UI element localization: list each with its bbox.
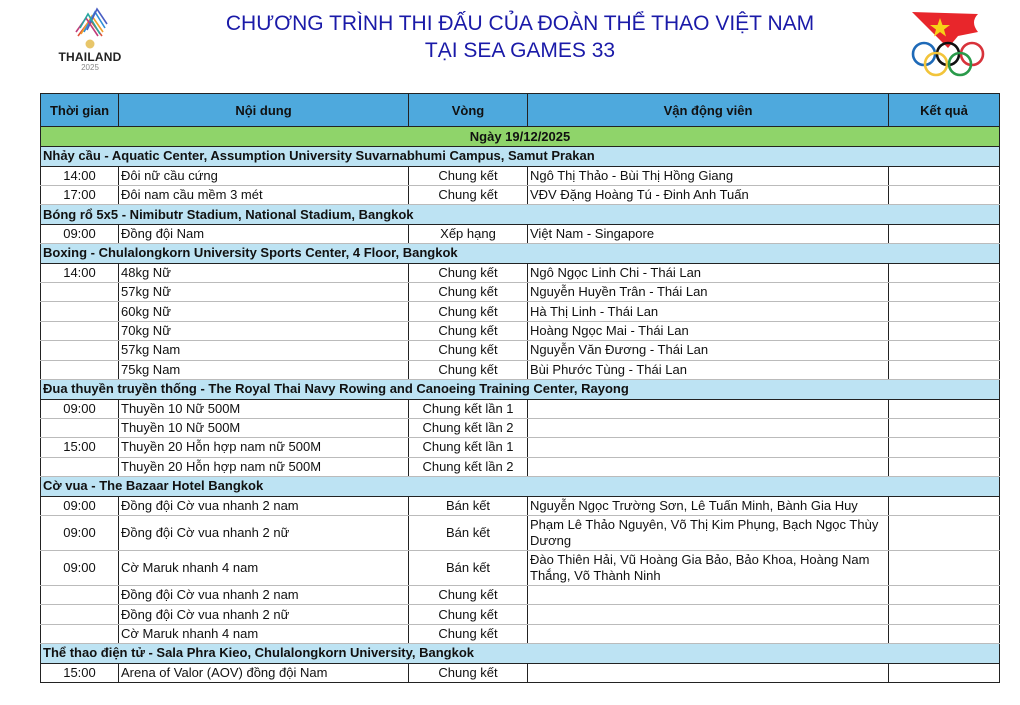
cell-event: Đôi nữ cầu cứng <box>119 166 409 185</box>
cell-round: Chung kết <box>409 341 528 360</box>
cell-round: Bán kết <box>409 515 528 550</box>
cell-result <box>889 496 1000 515</box>
column-header-result: Kết quả <box>889 94 1000 127</box>
cell-athletes <box>528 418 889 437</box>
cell-athletes: Nguyễn Ngọc Trường Sơn, Lê Tuấn Minh, Bành Gia Huy <box>528 496 889 515</box>
cell-result <box>889 360 1000 379</box>
table-row <box>41 302 1000 321</box>
cell-athletes <box>528 457 889 476</box>
cell-athletes <box>528 605 889 624</box>
table-row <box>41 341 1000 360</box>
cell-event: Đôi nam cầu mềm 3 mét <box>119 185 409 204</box>
title-line-2: TẠI SEA GAMES 33 <box>424 39 616 62</box>
cell-result <box>889 438 1000 457</box>
cell-time: 15:00 <box>41 663 119 682</box>
cell-round: Chung kết <box>409 302 528 321</box>
table-row <box>41 624 1000 643</box>
table-row <box>41 321 1000 340</box>
cell-round: Chung kết <box>409 283 528 302</box>
cell-result <box>889 663 1000 682</box>
venue-label: Bóng rổ 5x5 - Nimibutr Stadium, National Stadium, Bangkok <box>41 205 1000 225</box>
title-line-1: CHƯƠNG TRÌNH THI ĐẤU CỦA ĐOÀN THỂ THAO VIỆT NAM <box>225 12 815 35</box>
page-title <box>190 10 850 64</box>
cell-time: 09:00 <box>41 224 119 243</box>
table-row <box>41 515 1000 550</box>
cell-round: Chung kết lần 2 <box>409 457 528 476</box>
cell-event: Thuyền 20 Hỗn hợp nam nữ 500M <box>119 457 409 476</box>
cell-time <box>41 624 119 643</box>
cell-athletes: Ngô Thị Thảo - Bùi Thị Hồng Giang <box>528 166 889 185</box>
cell-time <box>41 321 119 340</box>
cell-time <box>41 605 119 624</box>
cell-athletes: Ngô Ngọc Linh Chi - Thái Lan <box>528 263 889 282</box>
venue-row <box>41 205 1000 225</box>
logo-year-text: 2025 <box>81 63 99 72</box>
venue-row <box>41 477 1000 497</box>
cell-event: 70kg Nữ <box>119 321 409 340</box>
column-header-round: Vòng <box>409 94 528 127</box>
table-row <box>41 224 1000 243</box>
cell-round: Chung kết <box>409 585 528 604</box>
table-row <box>41 166 1000 185</box>
page-header <box>0 0 1020 90</box>
cell-result <box>889 321 1000 340</box>
cell-athletes <box>528 585 889 604</box>
cell-event: 48kg Nữ <box>119 263 409 282</box>
table-row <box>41 283 1000 302</box>
table-row <box>41 438 1000 457</box>
cell-event: Thuyền 20 Hỗn hợp nam nữ 500M <box>119 438 409 457</box>
cell-event: 57kg Nữ <box>119 283 409 302</box>
cell-event: Đồng đội Cờ vua nhanh 2 nam <box>119 496 409 515</box>
cell-athletes: Đào Thiên Hải, Vũ Hoàng Gia Bảo, Bảo Khoa, Hoàng Nam Thắng, Võ Thành Ninh <box>528 550 889 585</box>
cell-athletes: Hoàng Ngọc Mai - Thái Lan <box>528 321 889 340</box>
flag-olympic-rings-icon <box>908 6 988 78</box>
cell-result <box>889 585 1000 604</box>
cell-time: 14:00 <box>41 263 119 282</box>
cell-event: Cờ Maruk nhanh 4 nam <box>119 550 409 585</box>
cell-event: Cờ Maruk nhanh 4 nam <box>119 624 409 643</box>
cell-result <box>889 399 1000 418</box>
cell-round: Chung kết <box>409 166 528 185</box>
cell-time <box>41 418 119 437</box>
cell-time <box>41 283 119 302</box>
cell-round: Chung kết <box>409 360 528 379</box>
cell-event: 75kg Nam <box>119 360 409 379</box>
table-row <box>41 605 1000 624</box>
cell-result <box>889 283 1000 302</box>
date-row <box>41 127 1000 147</box>
cell-time <box>41 341 119 360</box>
cell-event: 57kg Nam <box>119 341 409 360</box>
cell-result <box>889 302 1000 321</box>
cell-time <box>41 360 119 379</box>
cell-athletes: Phạm Lê Thảo Nguyên, Võ Thị Kim Phụng, Bạch Ngọc Thùy Dương <box>528 515 889 550</box>
cell-time <box>41 585 119 604</box>
cell-event: Thuyền 10 Nữ 500M <box>119 399 409 418</box>
cell-result <box>889 166 1000 185</box>
venue-row <box>41 244 1000 264</box>
cell-event: 60kg Nữ <box>119 302 409 321</box>
cell-result <box>889 185 1000 204</box>
cell-athletes <box>528 399 889 418</box>
schedule-table-container <box>40 93 999 683</box>
cell-result <box>889 418 1000 437</box>
cell-athletes <box>528 663 889 682</box>
thailand-2025-emblem-icon <box>70 6 110 50</box>
table-header-row <box>41 94 1000 127</box>
cell-event: Đồng đội Cờ vua nhanh 2 nữ <box>119 515 409 550</box>
table-row <box>41 585 1000 604</box>
cell-time: 15:00 <box>41 438 119 457</box>
venue-label: Cờ vua - The Bazaar Hotel Bangkok <box>41 477 1000 497</box>
cell-result <box>889 457 1000 476</box>
cell-athletes: Nguyễn Văn Đương - Thái Lan <box>528 341 889 360</box>
cell-event: Arena of Valor (AOV) đồng đội Nam <box>119 663 409 682</box>
table-row <box>41 550 1000 585</box>
cell-round: Bán kết <box>409 550 528 585</box>
date-label: Ngày 19/12/2025 <box>41 127 1000 147</box>
table-row <box>41 185 1000 204</box>
cell-result <box>889 515 1000 550</box>
table-row <box>41 399 1000 418</box>
table-row <box>41 496 1000 515</box>
cell-round: Chung kết <box>409 605 528 624</box>
cell-time: 09:00 <box>41 550 119 585</box>
cell-time: 09:00 <box>41 515 119 550</box>
cell-athletes <box>528 438 889 457</box>
schedule-table <box>40 93 1000 683</box>
table-row <box>41 663 1000 682</box>
sea-games-thailand-logo <box>50 6 130 76</box>
cell-round: Chung kết lần 2 <box>409 418 528 437</box>
cell-round: Chung kết <box>409 321 528 340</box>
vietnam-olympic-committee-logo <box>908 6 988 78</box>
cell-event: Thuyền 10 Nữ 500M <box>119 418 409 437</box>
table-row <box>41 457 1000 476</box>
cell-athletes <box>528 624 889 643</box>
cell-event: Đồng đội Cờ vua nhanh 2 nam <box>119 585 409 604</box>
cell-time <box>41 302 119 321</box>
cell-time <box>41 457 119 476</box>
venue-label: Boxing - Chulalongkorn University Sports Center, 4 Floor, Bangkok <box>41 244 1000 264</box>
cell-result <box>889 263 1000 282</box>
cell-time: 09:00 <box>41 496 119 515</box>
venue-label: Nhảy cầu - Aquatic Center, Assumption University Suvarnabhumi Campus, Samut Prakan <box>41 147 1000 167</box>
logo-thailand-text: THAILAND <box>58 50 122 64</box>
cell-time: 17:00 <box>41 185 119 204</box>
cell-round: Chung kết <box>409 624 528 643</box>
cell-result <box>889 341 1000 360</box>
cell-result <box>889 224 1000 243</box>
cell-athletes: VĐV Đặng Hoàng Tú - Đinh Anh Tuấn <box>528 185 889 204</box>
cell-result <box>889 605 1000 624</box>
column-header-event: Nội dung <box>119 94 409 127</box>
venue-label: Thể thao điện tử - Sala Phra Kieo, Chulalongkorn University, Bangkok <box>41 644 1000 664</box>
cell-athletes: Hà Thị Linh - Thái Lan <box>528 302 889 321</box>
venue-row <box>41 380 1000 400</box>
column-header-time: Thời gian <box>41 94 119 127</box>
cell-round: Chung kết lần 1 <box>409 438 528 457</box>
cell-result <box>889 550 1000 585</box>
table-row <box>41 360 1000 379</box>
cell-round: Bán kết <box>409 496 528 515</box>
cell-round: Chung kết lần 1 <box>409 399 528 418</box>
cell-athletes: Nguyễn Huyền Trân - Thái Lan <box>528 283 889 302</box>
cell-round: Chung kết <box>409 185 528 204</box>
venue-row <box>41 147 1000 167</box>
cell-round: Chung kết <box>409 263 528 282</box>
cell-round: Chung kết <box>409 663 528 682</box>
venue-row <box>41 644 1000 664</box>
cell-athletes: Bùi Phước Tùng - Thái Lan <box>528 360 889 379</box>
venue-label: Đua thuyền truyền thống - The Royal Thai Navy Rowing and Canoeing Training Center, Rayong <box>41 380 1000 400</box>
column-header-athletes: Vận động viên <box>528 94 889 127</box>
cell-time: 14:00 <box>41 166 119 185</box>
table-row <box>41 418 1000 437</box>
cell-result <box>889 624 1000 643</box>
table-row <box>41 263 1000 282</box>
cell-event: Đồng đội Nam <box>119 224 409 243</box>
cell-event: Đồng đội Cờ vua nhanh 2 nữ <box>119 605 409 624</box>
cell-time: 09:00 <box>41 399 119 418</box>
cell-round: Xếp hạng <box>409 224 528 243</box>
cell-athletes: Việt Nam - Singapore <box>528 224 889 243</box>
